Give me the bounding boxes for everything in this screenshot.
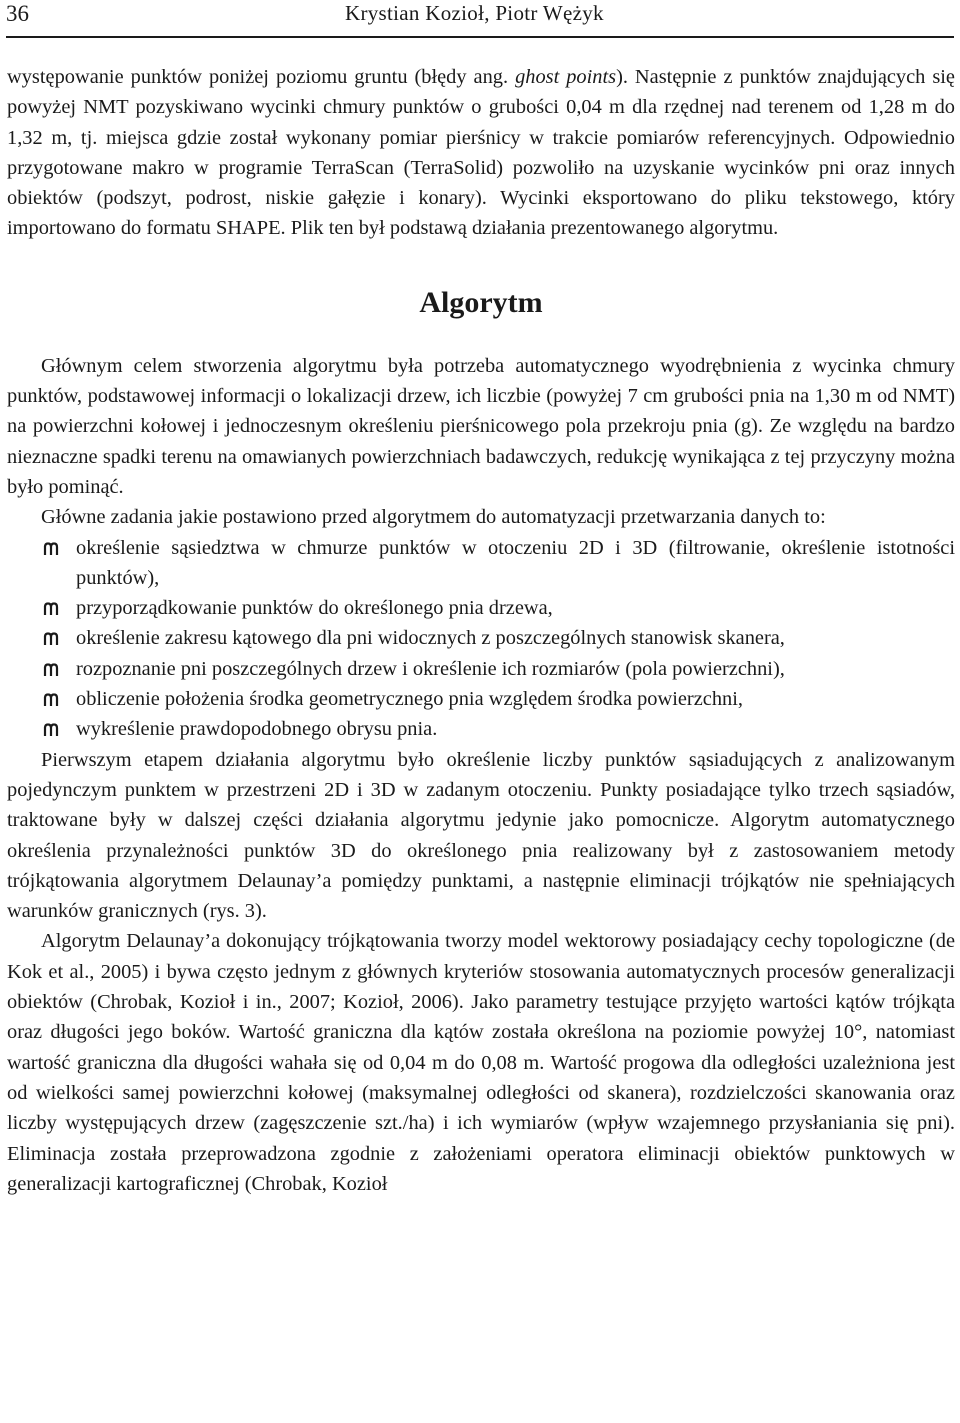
intro-text-rest: ). Następnie z punktów znajdujących się powyżej NMT pozyskiwano wycinki chmury punktów o grubości 0,04 m dla rzędnej nad terenem od 1,28 m do 1,32 m, tj. miejsca gdzie został wykonany pomiar pierśnicy w trakcie pomiarów referencyjnych. Odpowiednio przygotowane makro w programie TerraScan (TerraSolid) pozwoliło na uzyskanie wycinków pni oraz innych obiektów (podszyt, podrost, niskie gałęzie i konary). Wycinki eksportowano do pliku tekstowego, który importowano do formatu SHAPE. Plik ten był podstawą działania prezentowanego algorytmu. [7, 66, 955, 240]
page-number: 36 [6, 1, 29, 26]
list-item [7, 684, 955, 714]
list-item-text: rozpoznanie pni poszczególnych drzew i określenie ich rozmiarów (pola powierzchni), [76, 657, 785, 680]
running-head-authors: Krystian Kozioł, Piotr Wężyk [345, 1, 604, 25]
paragraph-aim: Głównym celem stworzenia algorytmu była potrzeba automatycznego wyodrębnienia z wycinka chmury punktów, podstawowej informacji o lokalizacji drzew, ich liczbie (powyżej 7 cm grubości pnia na 1,30 m od NMT) na powierzchni kołowej i jednoczesnym określeniu pierśnicowego pola przekroju pnia (g). Ze względu na bardzo nieznaczne spadki terenu na omawianych powierzchniach badawczych, redukcję wynikająca z tej przyczyny można było pominąć. [7, 354, 955, 498]
list-item [7, 714, 955, 744]
italic-term: ghost points [515, 66, 617, 88]
tasks-list [7, 533, 955, 745]
section-title: Algorytm [419, 285, 543, 319]
list-item-text: określenie zakresu kątowego dla pni widocznych z poszczególnych stanowisk skanera, [76, 627, 785, 650]
running-header [6, 0, 954, 38]
paragraph-delaunay: Algorytm Delaunay’a dokonujący trójkątowania tworzy model wektorowy posiadający cechy topologiczne (de Kok et al., 2005) i bywa często jednym z głównych kryteriów stosowania automatycznych procesów generalizacji obiektów (Chrobak, Kozioł i in., 2007; Kozioł, 2006). Jako parametry testujące przyjęto wartości kątów trójkąta oraz długości jego boków. Wartość graniczna dla kątów została określona na poziomie powyżej 10°, natomiast wartość graniczna dla długości wahała się od 0,04 m do 0,08 m. Wartość progowa dla odległości uzależniona jest od wielkości samej powierzchni kołowej (maksymalnej odległości od skanera), rozdzielczości skanowania oraz liczby występujących drzew (zagęszczenie szt./ha) i ich wymiarów (wpływ wzajemnego przysłaniania się pni). Eliminacja została przeprowadzona zgodnie z założeniami operatora eliminacji obiektów punktowych w generalizacji kartograficznej (Chrobak, Kozioł [7, 930, 955, 1195]
list-item [7, 654, 955, 684]
bullet-icon [43, 663, 59, 677]
list-item-text: obliczenie położenia środka geometrycznego pnia względem środka powierzchni, [76, 688, 743, 711]
bullet-icon [43, 542, 59, 556]
intro-text-start: występowanie punktów poniżej poziomu gruntu (błędy ang. [7, 66, 516, 88]
bullet-icon [43, 632, 59, 646]
list-item [7, 533, 955, 594]
bullet-icon [43, 693, 59, 707]
list-item-text: wykreślenie prawdopodobnego obrysu pnia. [76, 718, 438, 741]
list-item-text: przyporządkowanie punktów do określonego pnia drzewa, [76, 597, 553, 620]
intro-paragraph [7, 62, 955, 244]
list-item [7, 593, 955, 623]
list-item [7, 623, 955, 653]
list-item-text: określenie sąsiedztwa w chmurze punktów w otoczeniu 2D i 3D (filtrowanie, określenie istotności punktów), [76, 536, 955, 589]
bullet-icon [43, 602, 59, 616]
article-body [7, 62, 955, 1199]
paragraph-first-stage: Pierwszym etapem działania algorytmu było określenie liczby punktów sąsiadujących z analizowanym pojedynczym punktem w przestrzeni 2D i 3D w zadanym otoczeniu. Punkty posiadające tylko trzech sąsiadów, traktowane były w dalszej części działania algorytmu jedynie jako pomocnicze. Algorytm automatycznego określenia przynależności punktów 3D do określonego pnia realizowany był z zastosowaniem metody trójkątowania algorytmem Delaunay’a pomiędzy punktami, a następnie eliminacji trójkątów nie spełniających warunków granicznych (rys. 3). [7, 748, 955, 923]
bullet-icon [43, 723, 59, 737]
paragraph-tasks-intro: Główne zadania jakie postawiono przed algorytmem do automatyzacji przetwarzania danych to: [41, 506, 826, 529]
